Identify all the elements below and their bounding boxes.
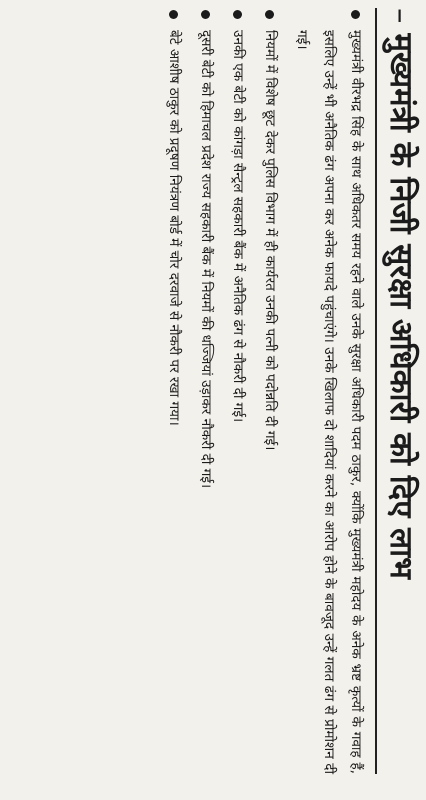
- bullet-text: उनकी एक बेटी को कांगड़ा सैन्ट्रल सहकारी बैंक में अनैतिक ढंग से नौकरी दी गई।: [230, 30, 246, 423]
- bullet-item: [192, 8, 219, 774]
- bullet-list: [160, 8, 369, 774]
- bullet-text: नियमों में विशेष छूट देकर पुलिस विभाग में ही कार्यरत उनकी पत्नी को पदोन्नति दी गई।: [262, 30, 278, 451]
- bullet-item: [288, 8, 369, 774]
- headline-dash: –: [383, 8, 419, 24]
- bullet-text: बेटे आशीष ठाकुर को प्रदूषण नियंत्रण बोर्ड में चोर दरवाजे से नौकरी पर रखा गया।: [166, 30, 182, 426]
- bullet-dot-icon: [233, 10, 242, 19]
- bullet-dot-icon: [201, 10, 210, 19]
- headline-text: मुख्यमंत्री के निजी सुरक्षा अधिकारी को दिए लाभ: [383, 33, 419, 579]
- bullet-item: [256, 8, 283, 774]
- bullet-dot-icon: [351, 10, 360, 19]
- bullet-item: [224, 8, 251, 774]
- bullet-dot-icon: [265, 10, 274, 19]
- bullet-text: दूसरी बेटी को हिमाचल प्रदेश राज्य सहकारी बैंक में नियमों की धज्जियां उड़ाकर नौकरी दी गई।: [198, 30, 214, 489]
- headline: [375, 8, 422, 774]
- bullet-item: [160, 8, 187, 774]
- bullet-text: मुख्यमंत्री वीरभद्र सिंह के साथ अधिकतर समय रहने वाले उनके सुरक्षा अधिकारी पदम ठाकुर, क्योंकि मुख्यमंत्री महोदय के अनेक भ्रष्ट कृत्यों के गवाह हैं, इसलिए उन्हें भी अनैतिक ढंग अपना कर अनेक फायदे पहुंचाएंगे। उनके खिलाफ दो शादियां करने का आरोप होने के बावजूद उन्हें गलत ढंग से प्रोमोशन दी गई।: [294, 30, 364, 774]
- bullet-dot-icon: [169, 10, 178, 19]
